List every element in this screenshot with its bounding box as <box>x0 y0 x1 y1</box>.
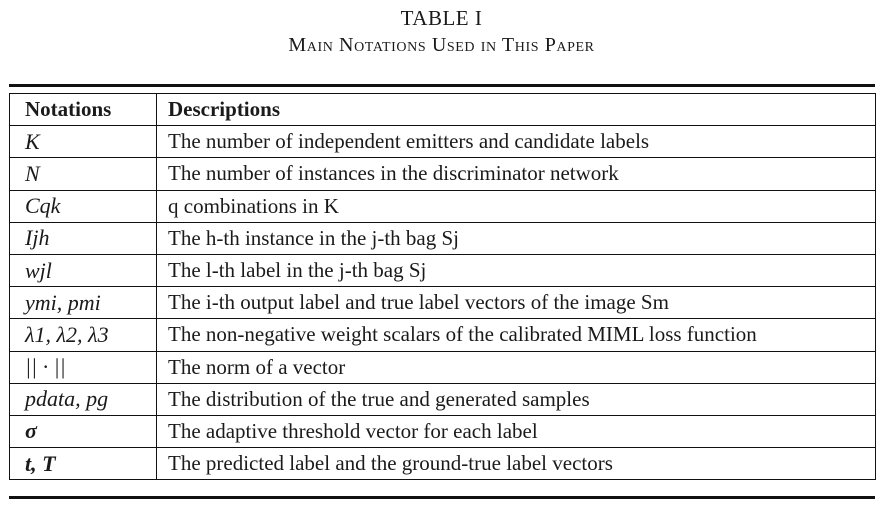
table-row <box>10 351 876 383</box>
notation-cell: σ <box>25 418 37 444</box>
table-caption <box>0 6 883 57</box>
description-cell: The adaptive threshold vector for each label <box>157 415 876 447</box>
notation-cell: || · || <box>25 354 66 380</box>
table-row <box>10 222 876 254</box>
description-cell: The distribution of the true and generated samples <box>157 383 876 415</box>
header-descriptions: Descriptions <box>157 94 876 126</box>
description-cell: The number of independent emitters and candidate labels <box>157 126 876 158</box>
notation-cell: Ijh <box>25 225 50 251</box>
notation-cell: t, T <box>25 450 56 476</box>
table-row <box>10 190 876 222</box>
description-cell: The predicted label and the ground-true label vectors <box>157 448 876 480</box>
table-row <box>10 126 876 158</box>
notation-cell: λ1, λ2, λ3 <box>25 321 109 347</box>
table-row <box>10 158 876 190</box>
table-header-row <box>10 94 876 126</box>
notation-cell: ymi, pmi <box>25 289 101 315</box>
description-cell: The h-th instance in the j-th bag Sj <box>157 222 876 254</box>
header-notations: Notations <box>10 94 157 126</box>
notation-cell: wjl <box>25 257 52 283</box>
table-row <box>10 254 876 286</box>
table-row <box>10 319 876 351</box>
notation-table <box>9 93 876 480</box>
table-title: Main Notations Used in This Paper <box>288 34 595 57</box>
notation-cell: N <box>25 160 40 186</box>
table-row <box>10 448 876 480</box>
description-cell: The non-negative weight scalars of the calibrated MIML loss function <box>157 319 876 351</box>
notation-cell: pdata, pg <box>25 386 109 412</box>
description-cell: The l-th label in the j-th bag Sj <box>157 254 876 286</box>
notation-cell: Cqk <box>25 193 61 219</box>
description-cell: The norm of a vector <box>157 351 876 383</box>
notation-cell: K <box>25 128 40 154</box>
description-cell: q combinations in K <box>157 190 876 222</box>
description-cell: The number of instances in the discriminator network <box>157 158 876 190</box>
table-number: TABLE I <box>400 6 483 30</box>
table-row <box>10 383 876 415</box>
description-cell: The i-th output label and true label vectors of the image Sm <box>157 287 876 319</box>
table-row <box>10 287 876 319</box>
bottom-rule <box>9 496 875 499</box>
table-row <box>10 415 876 447</box>
top-rule <box>9 84 875 87</box>
